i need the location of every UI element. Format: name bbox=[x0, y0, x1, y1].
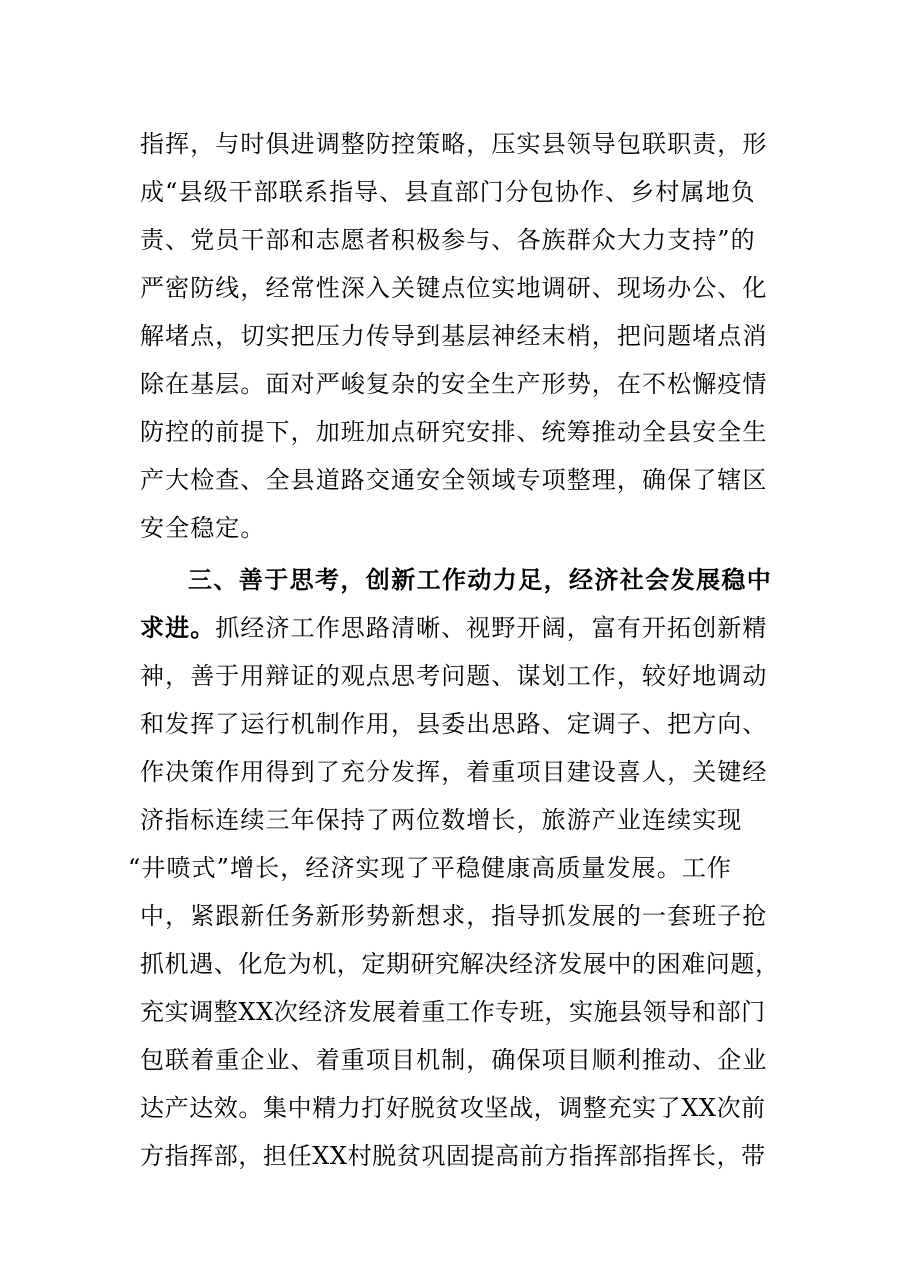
paragraph-line: 中，紧跟新任务新形势新想求，指导抓发展的一套班子抢 bbox=[140, 902, 768, 930]
paragraph-line: 严密防线，经常性深入关键点位实地调研、现场办公、化 bbox=[140, 274, 768, 302]
section-heading-continuation bbox=[140, 604, 768, 652]
paragraph-line: 除在基层。面对严峻复杂的安全生产形势，在不松懈疫情 bbox=[140, 370, 768, 398]
section-heading: 三、善于思考，创新工作动力足，经济社会发展稳中 bbox=[188, 565, 773, 594]
paragraph-line: 和发挥了运行机制作用，县委出思路、定调子、把方向、 bbox=[140, 710, 768, 738]
paragraph-line: 抓机遇、化危为机，定期研究解决经济发展中的困难问题， bbox=[140, 950, 780, 978]
paragraph-line: 成“县级干部联系指导、县直部门分包协作、乡村属地负 bbox=[140, 178, 756, 206]
paragraph-line: 指挥，与时俱进调整防控策略，压实县领导包联职责，形 bbox=[140, 130, 768, 158]
paragraph-line: 包联着重企业、着重项目机制，确保项目顺利推动、企业 bbox=[140, 1046, 768, 1074]
paragraph-line: 产大检查、全县道路交通安全领域专项整理，确保了辖区 bbox=[140, 466, 768, 494]
paragraph-line: 神，善于用辩证的观点思考问题、谋划工作，较好地调动 bbox=[140, 662, 768, 690]
paragraph-line: 达产达效。集中精力打好脱贫攻坚战，调整充实了XX次前 bbox=[140, 1094, 766, 1122]
paragraph-line: 防控的前提下，加班加点研究安排、统筹推动全县安全生 bbox=[140, 418, 768, 446]
section-heading-end: 求进。 bbox=[140, 613, 216, 642]
paragraph-line: 作决策作用得到了充分发挥，着重项目建设喜人，关键经 bbox=[140, 758, 768, 786]
paragraph-line: 责、党员干部和志愿者积极参与、各族群众大力支持”的 bbox=[140, 226, 756, 254]
paragraph-line: “井喷式”增长，经济实现了平稳健康高质量发展。工作 bbox=[128, 854, 733, 882]
paragraph-text: 抓经济工作思路清晰、视野开阔，富有开拓创新精 bbox=[215, 614, 768, 642]
paragraph-line: 充实调整XX次经济发展着重工作专班，实施县领导和部门 bbox=[140, 998, 766, 1026]
paragraph-line: 安全稳定。 bbox=[140, 514, 266, 542]
paragraph-line: 解堵点，切实把压力传导到基层神经末梢，把问题堵点消 bbox=[140, 322, 768, 350]
paragraph-line: 济指标连续三年保持了两位数增长，旅游产业连续实现 bbox=[140, 806, 743, 834]
paragraph-line: 方指挥部，担任XX村脱贫巩固提高前方指挥部指挥长，带 bbox=[140, 1142, 766, 1170]
